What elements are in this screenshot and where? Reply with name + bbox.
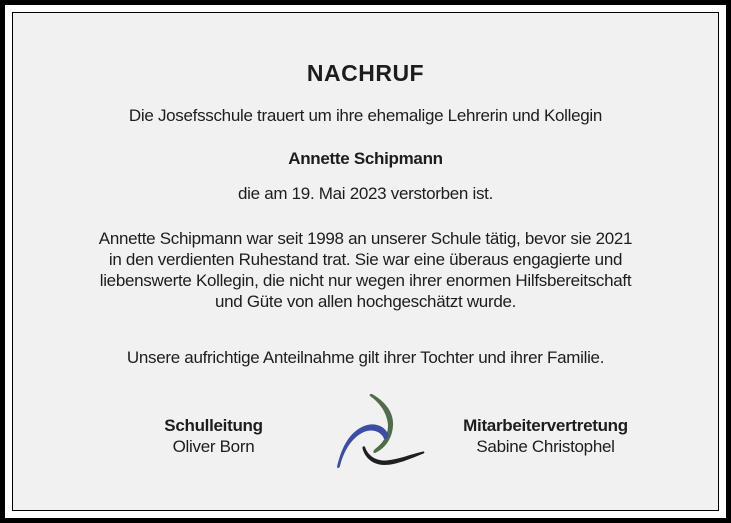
border-gap (5, 5, 726, 518)
logo-green-stroke (370, 394, 393, 453)
obituary-content (21, 21, 710, 502)
tribute-paragraph (21, 228, 710, 312)
death-date-line: die am 19. Mai 2023 verstorben ist. (237, 184, 494, 203)
tribute-line: und Güte von allen hochgeschätzt wurde. (214, 292, 517, 311)
signature-role: Mitarbeitervertretung (463, 416, 628, 435)
signature-person: Sabine Christophel (476, 437, 615, 456)
deceased-name: Annette Schipmann (288, 149, 443, 168)
signature-mitarbeitervertretung (398, 415, 693, 457)
tribute-line: in den verdienten Ruhestand trat. Sie war eine überaus engagierte und (108, 250, 623, 269)
intro-line: Die Josefsschule trauert um ihre ehemalige Lehrerin und Kollegin (128, 106, 603, 125)
tribute-line: liebenswerte Kollegin, die nicht nur wegen ihrer enormen Hilfsbereitschaft (99, 271, 632, 290)
condolence-line: Unsere aufrichtige Anteilnahme gilt ihrer Tochter und ihrer Familie. (126, 348, 605, 367)
signature-role: Schulleitung (164, 416, 263, 435)
tribute-line: Annette Schipmann war seit 1998 an unserer Schule tätig, bevor sie 2021 (98, 229, 633, 248)
card-inner (12, 12, 719, 511)
signature-person: Oliver Born (172, 437, 255, 456)
page-title: NACHRUF (306, 60, 425, 86)
signature-schulleitung (66, 415, 361, 457)
